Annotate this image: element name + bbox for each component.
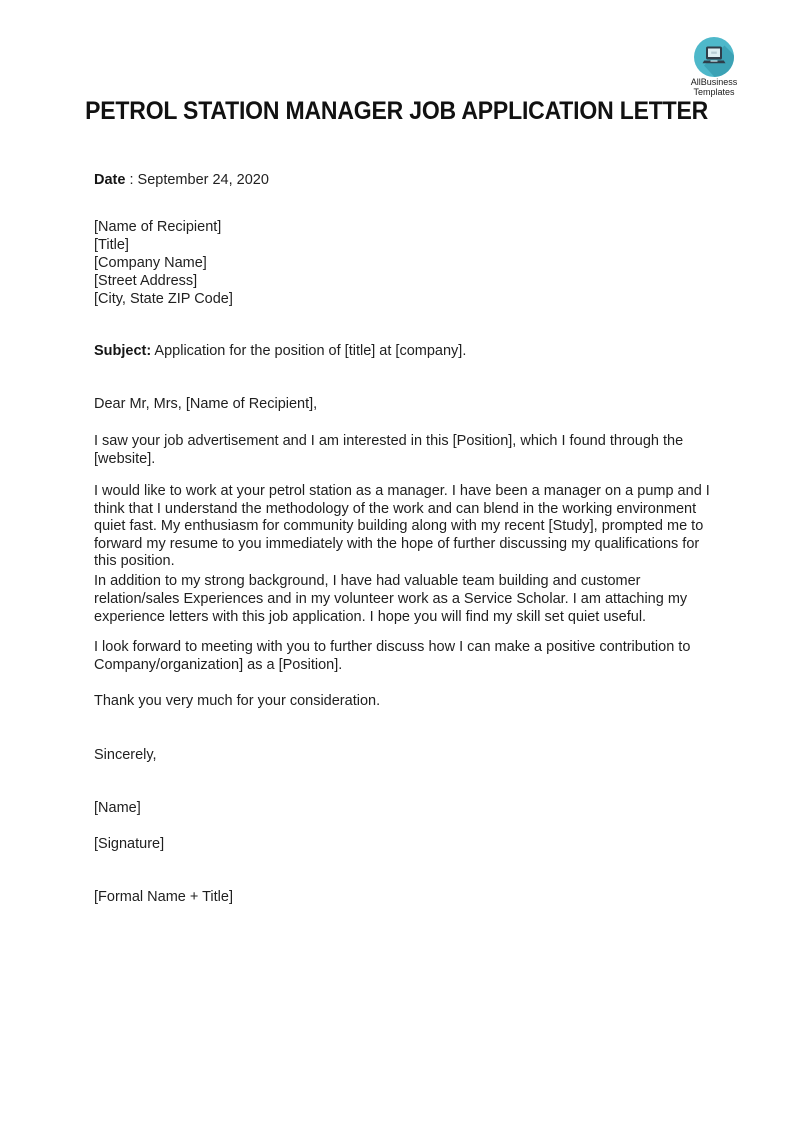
subject-line bbox=[94, 343, 712, 361]
page-title: PETROL STATION MANAGER JOB APPLICATION LETTER bbox=[85, 97, 708, 125]
paragraph-3: In addition to my strong background, I have had valuable team building and customer relation/sales Experiences and in my volunteer work as a Service Scholar. I am attaching my experience letters with this job application. I hope you will find my skill set quiet useful. bbox=[94, 573, 688, 625]
greeting: Dear Mr, Mrs, [Name of Recipient], bbox=[94, 396, 318, 412]
paragraph-4: I look forward to meeting with you to further discuss how I can make a positive contribution to Company/organization] as a [Position]. bbox=[94, 639, 691, 673]
subject-label: Subject: bbox=[94, 343, 152, 359]
closing-name: [Name] bbox=[94, 800, 141, 816]
paragraph-1: I saw your job advertisement and I am interested in this [Position], which I found through the [website]. bbox=[94, 433, 684, 467]
logo-text-line2: Templates bbox=[693, 87, 735, 97]
subject-text: Application for the position of [title] at [company]. bbox=[151, 343, 467, 359]
recipient-block bbox=[94, 218, 712, 308]
title-wrap bbox=[0, 96, 793, 126]
recipient-city: [City, State ZIP Code] bbox=[94, 291, 233, 307]
logo-text-line1: AllBusiness bbox=[690, 77, 738, 87]
recipient-name: [Name of Recipient] bbox=[94, 219, 222, 235]
date-separator: : bbox=[125, 172, 138, 188]
closing-salutation: Sincerely, bbox=[94, 747, 157, 763]
laptop-icon bbox=[694, 37, 734, 77]
recipient-title: [Title] bbox=[94, 237, 129, 253]
date-label: Date bbox=[94, 172, 126, 188]
date-line bbox=[94, 172, 712, 190]
paragraph-5: Thank you very much for your consideration. bbox=[94, 693, 381, 709]
recipient-street: [Street Address] bbox=[94, 273, 198, 289]
closing-formal-name: [Formal Name + Title] bbox=[94, 889, 233, 905]
paragraph-2: I would like to work at your petrol station as a manager. I have been a manager on a pump and I think that I understand the methodology of the work and can blend in the working environment quiet fast. My enthusiasm for community building along with my recent [Study], prompted me to forward my resume to you immediately with the hope of further discussing my qualifications for this position. bbox=[94, 483, 710, 569]
closing-signature: [Signature] bbox=[94, 836, 165, 852]
date-value: September 24, 2020 bbox=[137, 172, 269, 188]
recipient-company: [Company Name] bbox=[94, 255, 207, 271]
allbusiness-logo bbox=[674, 37, 754, 97]
